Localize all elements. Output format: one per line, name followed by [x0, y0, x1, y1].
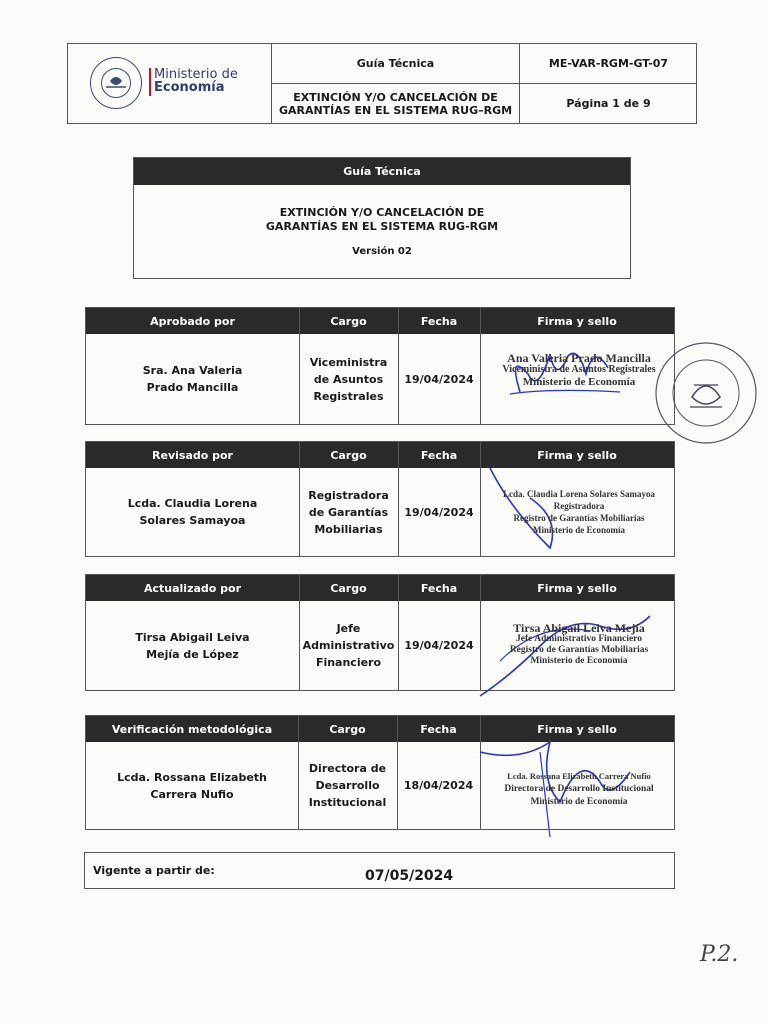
role-header: Actualizado por	[143, 581, 242, 595]
update-table	[85, 574, 675, 691]
signature-date: 19/04/2024	[404, 505, 474, 519]
signature-cell	[480, 742, 674, 829]
ministry-name: Ministerio de Economía	[154, 68, 238, 94]
signature-date: 18/04/2024	[403, 779, 474, 792]
effective-date-value: 07/05/2024	[365, 868, 454, 884]
firma-header: Firma y sello	[537, 314, 617, 328]
effective-date-label: Vigente a partir de:	[93, 864, 215, 877]
cargo-header: Cargo	[329, 722, 366, 736]
signature-cell	[480, 601, 674, 690]
official-stamp-icon	[654, 341, 758, 445]
firma-header: Firma y sello	[537, 581, 617, 595]
title-box-title: EXTINCIÓN Y/O CANCELACIÓN DE GARANTÍAS EN EL SISTEMA RUG-RGM	[265, 206, 499, 233]
cargo-header: Cargo	[330, 314, 367, 328]
firma-header: Firma y sello	[537, 448, 617, 462]
signature-seal-text: Lcda. Claudia Lorena Solares Samayoa Registradora Registro de Garantías Mobiliarias Ministerio de Economía	[503, 489, 655, 535]
role-header: Verificación metodológica	[111, 722, 273, 736]
review-table	[85, 441, 675, 557]
fecha-header: Fecha	[420, 581, 458, 595]
document-header	[67, 43, 697, 124]
signer-name: Lcda. Rossana Elizabeth Carrera Nufio	[117, 770, 267, 801]
title-box-heading: Guía Técnica	[134, 158, 630, 185]
fecha-header: Fecha	[420, 448, 458, 462]
signature-seal-text: Ana Valeria Prado Mancilla Viceministra de Asuntos Registrales Ministerio de Economía	[502, 351, 656, 388]
signer-name: Lcda. Claudia Lorena Solares Samayoa	[127, 497, 258, 527]
header-guide-label: Guía Técnica	[356, 57, 435, 70]
signer-cargo: Jefe Administrativo Financiero	[302, 622, 395, 669]
version-label: Versión 02	[352, 246, 412, 257]
role-header: Aprobado por	[150, 314, 235, 328]
signature-cell	[480, 334, 674, 424]
signer-cargo: Viceministra de Asuntos Registrales	[309, 355, 388, 403]
signature-date: 19/04/2024	[404, 372, 474, 386]
signer-cargo: Directora de Desarrollo Institucional	[308, 762, 387, 809]
title-box	[133, 157, 631, 279]
header-title: EXTINCIÓN Y/O CANCELACIÓN DE GARANTÍAS EN EL SISTEMA RUG–RGM	[278, 90, 513, 117]
methodology-table	[85, 715, 675, 830]
role-header: Revisado por	[152, 448, 233, 462]
signer-name: Sra. Ana Valeria Prado Mancilla	[142, 364, 243, 394]
page-handwritten-mark: P.2.	[700, 942, 739, 967]
fecha-header: Fecha	[420, 314, 458, 328]
signature-seal-text: Lcda. Rossana Elizabeth Carrera Nufio Directora de Desarrollo Institucional Ministerio de Economía	[504, 771, 654, 807]
ministry-logo	[68, 44, 271, 123]
cargo-header: Cargo	[330, 448, 367, 462]
signature-seal-text: Tirsa Abigail Leiva Mejía Jefe Administrativo Financiero Registro de Garantías Mobiliarias Ministerio de Economía	[509, 621, 649, 666]
fecha-header: Fecha	[420, 722, 457, 736]
page-number: Página 1 de 9	[566, 97, 651, 110]
firma-header: Firma y sello	[537, 722, 617, 736]
guatemala-seal-icon	[90, 57, 142, 109]
signature-date: 19/04/2024	[404, 639, 474, 652]
document-code: ME-VAR-RGM-GT-07	[548, 57, 669, 70]
approval-table	[85, 307, 675, 425]
signer-cargo: Registradora de Garantías Mobiliarias	[308, 488, 389, 536]
effective-date-box	[84, 852, 675, 889]
cargo-header: Cargo	[330, 581, 367, 595]
signature-cell	[480, 468, 674, 556]
signer-name: Tirsa Abigail Leiva Mejía de López	[135, 630, 250, 661]
